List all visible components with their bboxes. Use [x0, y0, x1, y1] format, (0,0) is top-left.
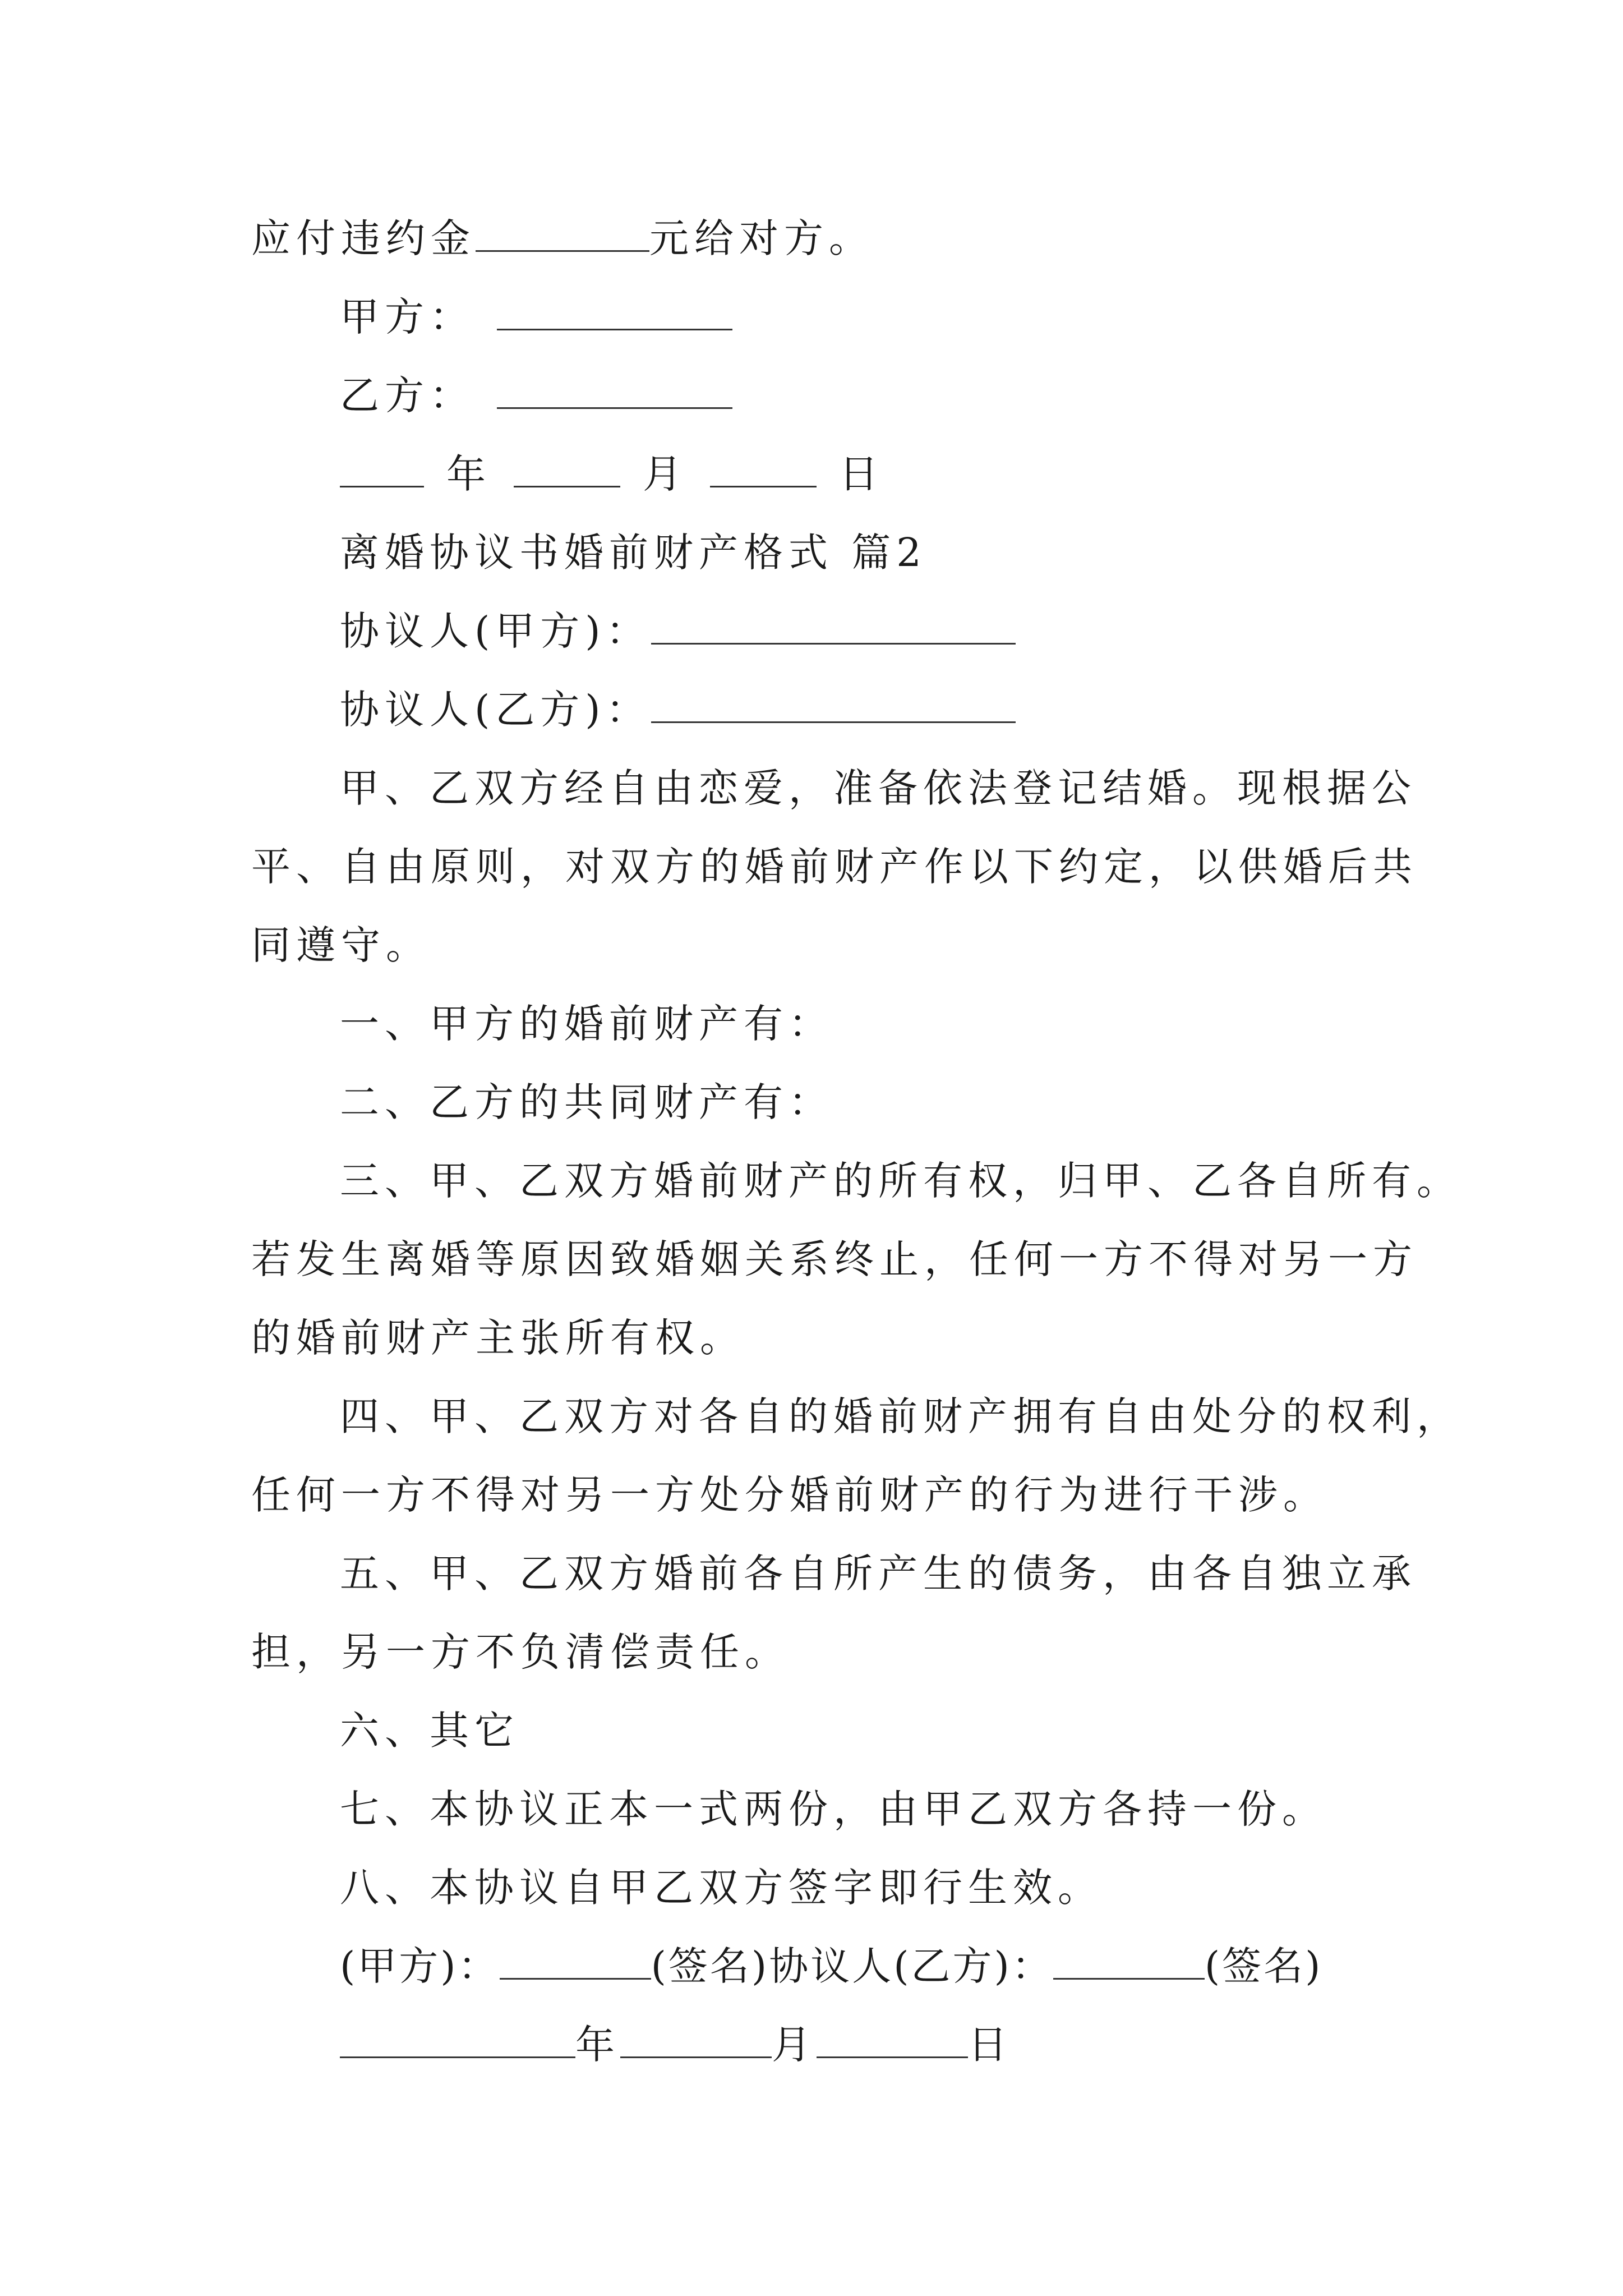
clause-3-line-1: 三、甲、乙双方婚前财产的所有权，归甲、乙各自所有。	[340, 1158, 1461, 1204]
year-blank-2	[340, 2023, 575, 2058]
day-blank-2	[817, 2023, 968, 2058]
clause-4-line-2: 任何一方不得对另一方处分婚前财产的行为进行干涉。	[251, 1472, 1328, 1518]
clause-3-line-3: 的婚前财产主张所有权。	[251, 1315, 745, 1361]
penalty-amount-blank	[476, 217, 649, 252]
party-a-blank	[497, 295, 732, 330]
month-blank	[514, 452, 620, 487]
signature-line: (甲方)： (签名)协议人(乙方)： (签名)	[340, 1943, 1323, 1989]
date-line-1: 年 月 日	[340, 446, 884, 502]
agreement-party-a-blank	[651, 609, 1016, 645]
month-blank-2	[620, 2023, 772, 2058]
day-blank	[710, 452, 817, 487]
penalty-clause-end: 应付违约金 元给对方。	[251, 215, 874, 261]
clause-8: 八、本协议自甲乙双方签字即行生效。	[340, 1865, 1103, 1911]
preamble-line-1: 甲、乙双方经自由恋爱，准备依法登记结婚。现根据公	[340, 765, 1417, 811]
preamble-line-2: 平、自由原则，对双方的婚前财产作以下约定，以供婚后共	[251, 844, 1418, 890]
section-title: 离婚协议书婚前财产格式 篇2	[340, 530, 927, 576]
clause-4-line-1: 四、甲、乙双方对各自的婚前财产拥有自由处分的权利，	[340, 1393, 1461, 1439]
year-blank	[340, 452, 424, 487]
clause-5-line-2: 担，另一方不负清偿责任。	[251, 1629, 790, 1675]
clause-1: 一、甲方的婚前财产有：	[340, 1001, 833, 1047]
party-b-signature-line: 乙方：	[340, 367, 732, 424]
preamble-line-3: 同遵守。	[251, 922, 431, 968]
clause-3-line-2: 若发生离婚等原因致婚姻关系终止，任何一方不得对另一方	[251, 1236, 1418, 1282]
signature-a-blank	[500, 1944, 651, 1980]
agreement-party-a-line: 协议人(甲方)：	[340, 603, 1016, 659]
signature-b-blank	[1053, 1944, 1205, 1980]
party-b-blank	[497, 374, 732, 409]
date-line-2: 年 月 日	[340, 2017, 1013, 2073]
party-a-signature-line: 甲方：	[340, 289, 732, 345]
clause-5-line-1: 五、甲、乙双方婚前各自所产生的债务，由各自独立承	[340, 1550, 1417, 1596]
clause-2: 二、乙方的共同财产有：	[340, 1079, 833, 1125]
agreement-party-b-blank	[651, 688, 1016, 723]
clause-7: 七、本协议正本一式两份，由甲乙双方各持一份。	[340, 1786, 1327, 1832]
clause-6: 六、其它	[340, 1708, 519, 1754]
agreement-party-b-line: 协议人(乙方)：	[340, 682, 1016, 738]
